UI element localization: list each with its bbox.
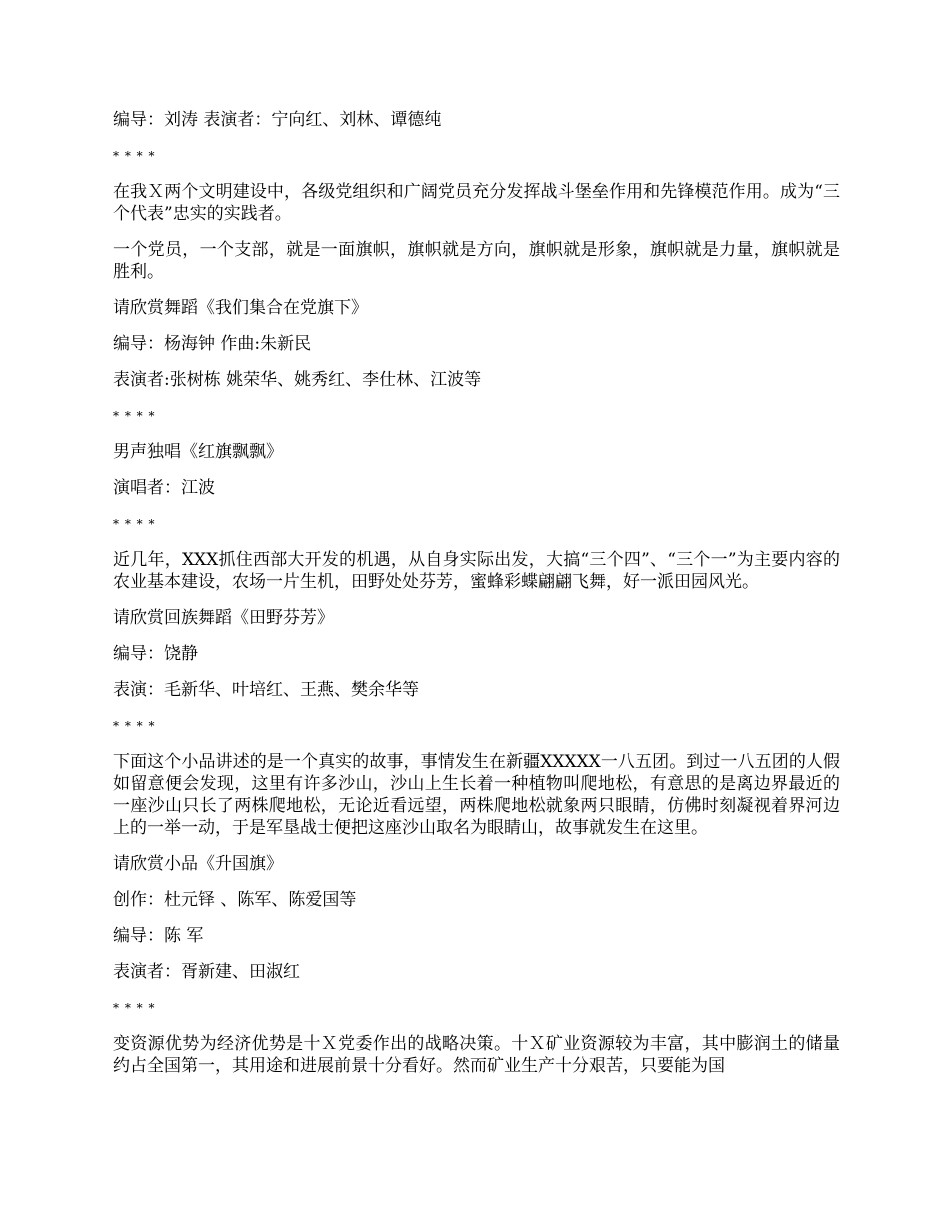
- credits-line: 表演者：胥新建、田淑红: [113, 962, 300, 982]
- credits-line: 编导：陈 军: [113, 926, 204, 946]
- section-separator: * * * *: [113, 517, 156, 531]
- intro-paragraph: 下面这个小品讲述的是一个真实的故事，事情发生在新疆XXXXX一八五团。到过一八五团的人假如留意便会发现，这里有许多沙山，沙山上生长着一种植物叫爬地松，有意思的是离边界最近的一座沙山只长了两株爬地松，无论近看远望，两株爬地松就象两只眼睛，仿佛时刻凝视着界河边上的一举一动，于是军垦战士便把这座沙山取名为眼睛山，故事就发生在这里。: [113, 752, 840, 838]
- section-separator: * * * *: [113, 409, 156, 423]
- intro-paragraph: 变资源优势为经济优势是十Ｘ党委作出的战略决策。十Ｘ矿业资源较为丰富，其中膨润土的储量约占全国第一，其用途和进展前景十分看好。然而矿业生产十分艰苦，只要能为国: [113, 1034, 840, 1076]
- program-title: 请欣赏回族舞蹈《田野芬芳》: [113, 608, 334, 628]
- credits-line: 表演者:张树栋 姚荣华、姚秀红、李仕林、江波等: [113, 370, 482, 390]
- credits-line: 编导：杨海钟 作曲:朱新民: [113, 334, 312, 354]
- program-title: 请欣赏小品《升国旗》: [113, 854, 283, 874]
- intro-paragraph: 一个党员，一个支部，就是一面旗帜，旗帜就是方向，旗帜就是形象，旗帜就是力量，旗帜就是胜利。: [113, 240, 840, 282]
- document-page: [113, 109, 840, 1091]
- section-separator: * * * *: [113, 1001, 156, 1015]
- intro-paragraph: 近几年，XXX抓住西部大开发的机遇，从自身实际出发，大搞“三个四”、“三个一”为主要内容的农业基本建设，农场一片生机，田野处处芬芳，蜜蜂彩蝶翩翩飞舞，好一派田园风光。: [113, 550, 840, 592]
- credits-line: 编导：饶静: [113, 644, 198, 664]
- credits-line: 表演：毛新华、叶培红、王燕、樊余华等: [113, 680, 419, 700]
- section-separator: * * * *: [113, 719, 156, 733]
- credits-line: 编导：刘涛 表演者：宁向红、刘林、谭德纯: [113, 110, 442, 130]
- program-title: 请欣赏舞蹈《我们集合在党旗下》: [113, 298, 368, 318]
- intro-paragraph: 在我Ｘ两个文明建设中，各级党组织和广阔党员充分发挥战斗堡垒作用和先锋模范作用。成为“三个代表”忠实的实践者。: [113, 182, 840, 224]
- program-title: 男声独唱《红旗飘飘》: [113, 442, 283, 462]
- credits-line: 创作：杜元铎 、陈军、陈爱国等: [113, 890, 357, 910]
- section-separator: * * * *: [113, 149, 156, 163]
- credits-line: 演唱者：江波: [113, 478, 215, 498]
